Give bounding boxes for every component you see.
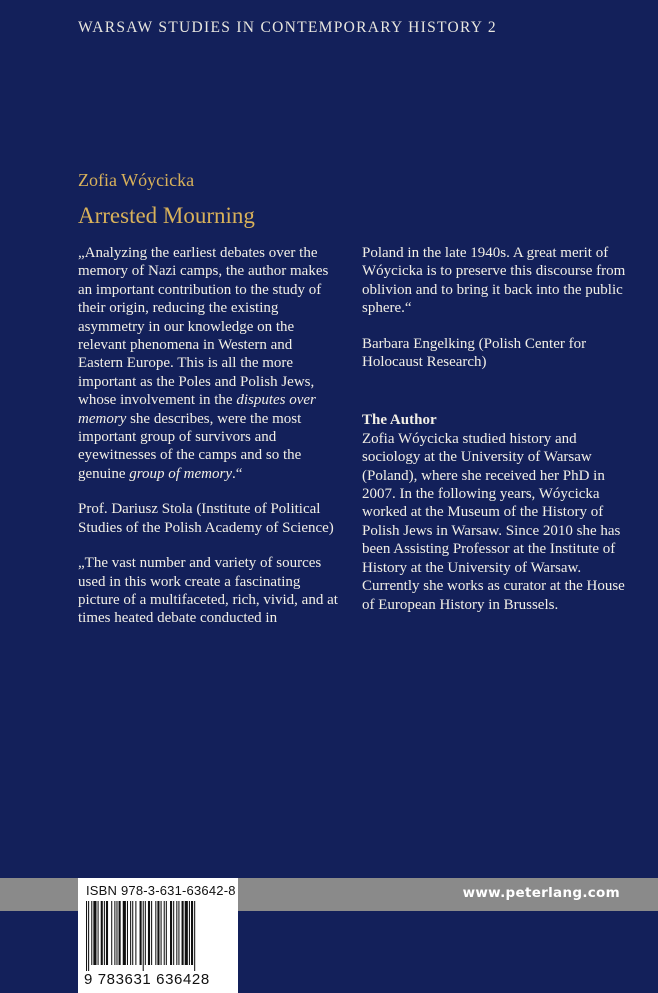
- review-attribution-1: Prof. Dariusz Stola (Institute of Political Studies of the Polish Academy of Science): [78, 501, 334, 536]
- barcode-bar: [170, 901, 172, 965]
- author-name: Zofia Wóycicka: [78, 170, 195, 190]
- barcode-bar: [148, 901, 150, 965]
- barcode-bar: [176, 901, 177, 965]
- barcode-bar: [130, 901, 131, 965]
- barcode-bar: [185, 901, 188, 965]
- barcode-bar: [98, 901, 99, 965]
- barcode-bar: [106, 901, 108, 965]
- review-quote-2-start: „The vast number and variety of sources used in this work create a fascinating picture of a multifaceted, rich, vivid, and at times heated debate conducted in: [78, 555, 338, 627]
- quote-italic-text: group of memory: [129, 465, 233, 482]
- barcode-digits: 9 783631 636428: [84, 971, 210, 988]
- barcode-image: [84, 901, 232, 971]
- book-title: Arrested Mourning: [78, 203, 255, 228]
- barcode-bar: [178, 901, 179, 965]
- quote-text: .“: [232, 465, 243, 482]
- barcode-bar: [191, 901, 193, 965]
- barcode-bar: [194, 901, 195, 971]
- barcode-bar: [123, 901, 126, 965]
- barcode-bar: [91, 901, 92, 965]
- barcode-bar: [143, 901, 144, 971]
- barcode-bar: [119, 901, 121, 965]
- barcode-bar: [127, 901, 128, 965]
- barcode-bar: [114, 901, 115, 965]
- barcode-bar: [88, 901, 89, 971]
- author-bio: Zofia Wóycicka studied history and sociology at the University of Warsaw (Poland), where she received her PhD in 2007. In the following years, Wóycicka worked at the Museum of the History of Polish Jews in Warsaw. Since 2010 she has been Assisting Professor at the Institute of History at the University of Warsaw. Currently she works as curator at the House of European History in Brussels.: [362, 430, 625, 613]
- barcode-bar: [135, 901, 136, 965]
- barcode-bar: [145, 901, 146, 965]
- isbn-text: ISBN 978-3-631-63642-8: [86, 883, 236, 898]
- quote-text: „Analyzing the earliest debates over the memory of Nazi camps, the author makes an important contribution to the study of their origin, reducing the existing asymmetry in our knowledge on the relevant phenomena in Western and Eastern Europe. This is all the more important as the Poles and Polish Jews, whose involvement in the: [78, 245, 329, 409]
- barcode-bar: [182, 901, 184, 965]
- barcode-bar: [155, 901, 156, 965]
- barcode-bar: [86, 901, 87, 971]
- review-quote-1: [78, 244, 340, 483]
- author-heading: The Author: [362, 412, 437, 429]
- barcode-bar: [189, 901, 190, 965]
- barcode-bar: [132, 901, 133, 965]
- barcode-bar: [161, 901, 162, 965]
- quote-italic-text: disputes over memory: [78, 392, 316, 427]
- barcode-bar: [116, 901, 117, 965]
- barcode-bar: [173, 901, 174, 965]
- series-title: WARSAW STUDIES IN CONTEMPORARY HISTORY 2: [78, 19, 497, 36]
- barcode-bar: [166, 901, 167, 965]
- barcode-bar: [157, 901, 159, 965]
- barcode-bar: [111, 901, 112, 965]
- barcode-label: [78, 878, 238, 993]
- barcode-bar: [93, 901, 96, 965]
- barcode-bar: [164, 901, 165, 965]
- barcode-bar: [104, 901, 105, 965]
- barcode-bar: [101, 901, 103, 965]
- review-attribution-2: Barbara Engelking (Polish Center for Holocaust Research): [362, 335, 587, 371]
- barcode-bar: [151, 901, 152, 965]
- quote-text: she describes, were the most important group of survivors and eyewitnesses of the camps and so the genuine: [78, 410, 302, 482]
- right-column: [362, 244, 632, 614]
- left-column: [78, 244, 340, 628]
- review-quote-2-end: Poland in the late 1940s. A great merit of Wóycicka is to preserve this discourse from oblivion and to bring it back into the public sphere.“: [362, 245, 626, 317]
- publisher-website: www.peterlang.com: [462, 885, 620, 901]
- barcode-bar: [140, 901, 142, 965]
